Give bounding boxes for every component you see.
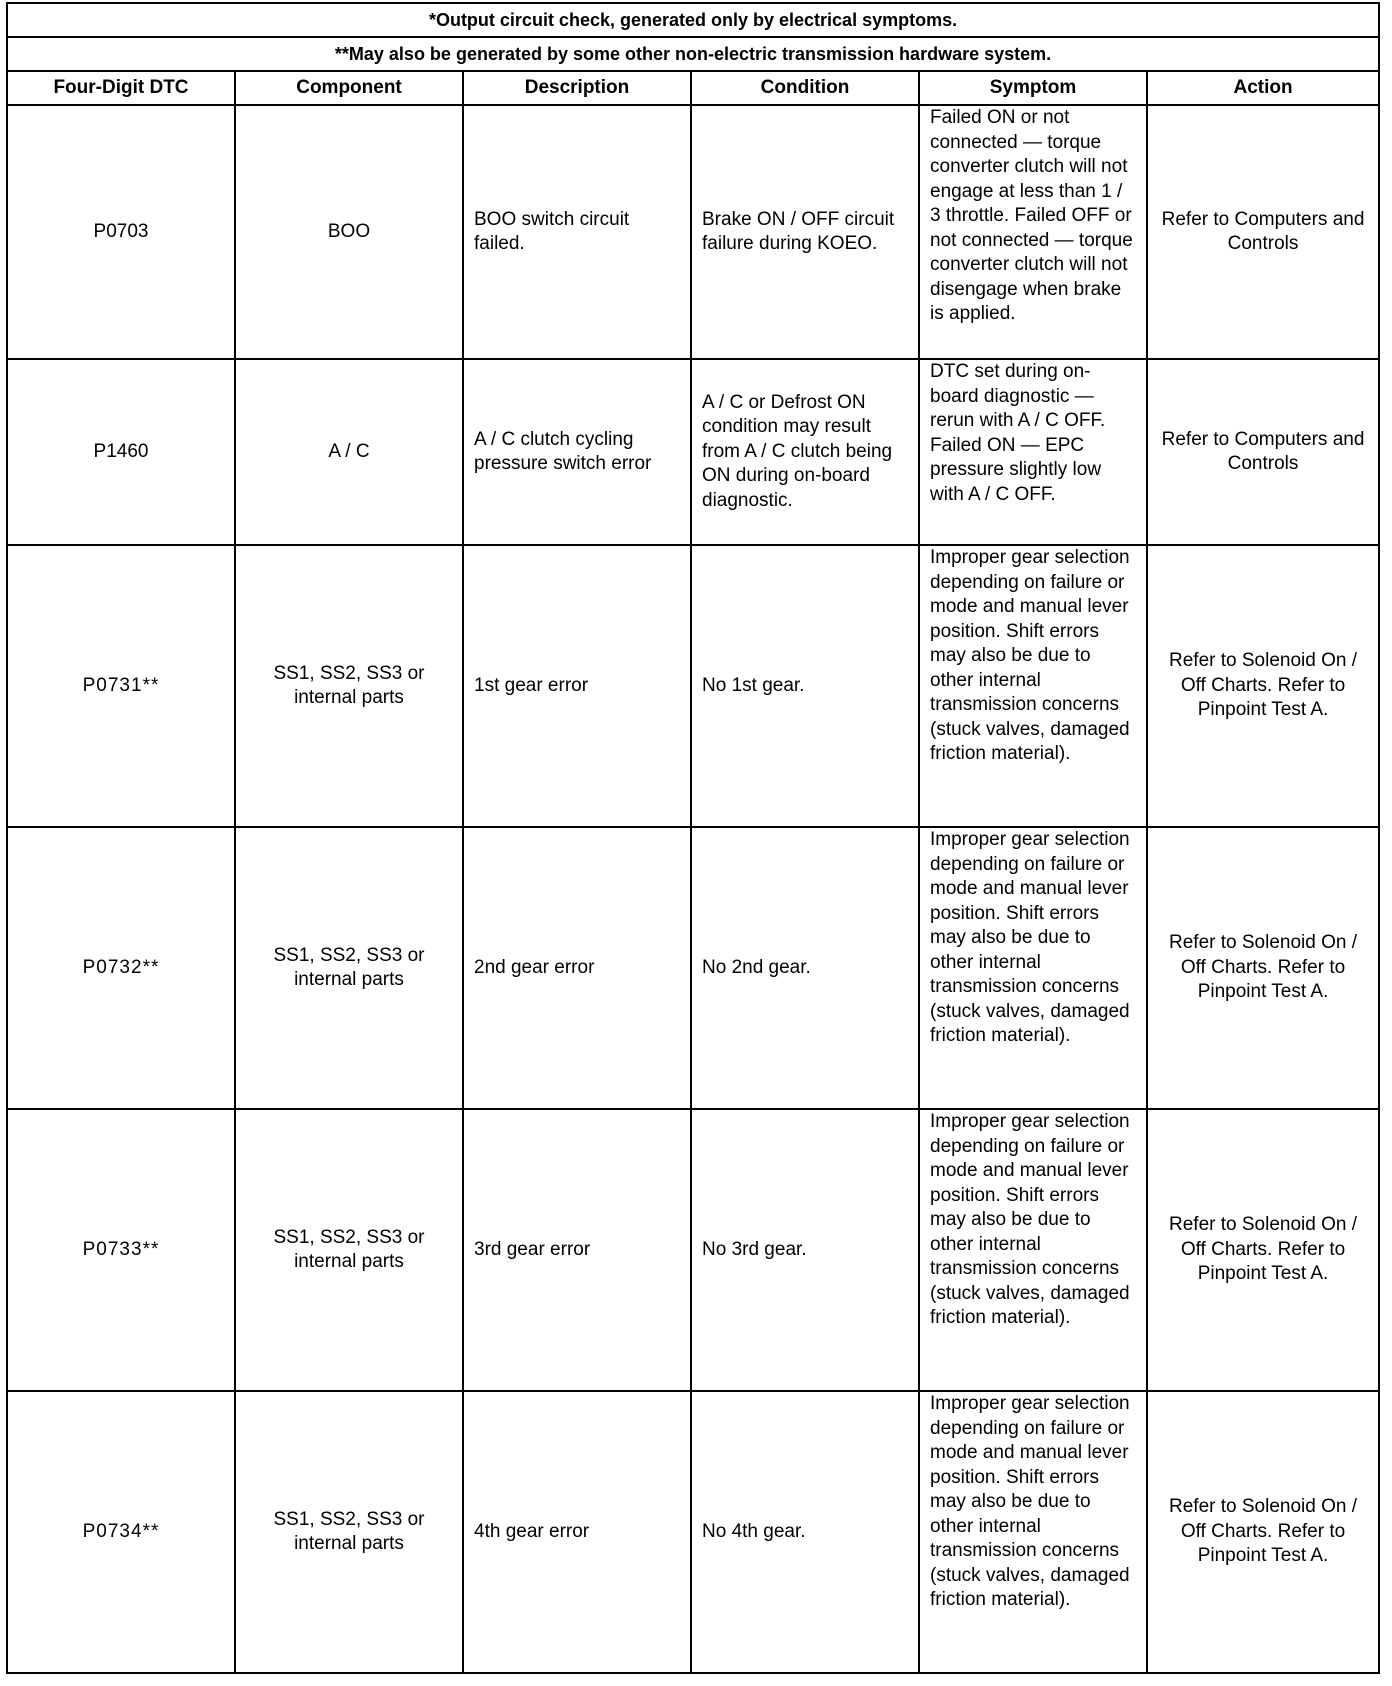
col-header-action: Action bbox=[1147, 71, 1379, 105]
condition: No 4th gear. bbox=[691, 1391, 919, 1673]
description: 3rd gear error bbox=[463, 1109, 691, 1391]
component: SS1, SS2, SS3 or internal parts bbox=[235, 1391, 463, 1673]
symptom: Improper gear selection depending on failure or mode and manual lever position. Shift errors may also be due to other internal transmission concerns (stuck valves, damaged friction material). bbox=[919, 545, 1147, 827]
condition: Brake ON / OFF circuit failure during KOEO. bbox=[691, 105, 919, 359]
action: Refer to Computers and Controls bbox=[1147, 105, 1379, 359]
col-header-symptom: Symptom bbox=[919, 71, 1147, 105]
description: 2nd gear error bbox=[463, 827, 691, 1109]
action: Refer to Solenoid On / Off Charts. Refer to Pinpoint Test A. bbox=[1147, 1109, 1379, 1391]
col-header-condition: Condition bbox=[691, 71, 919, 105]
component: SS1, SS2, SS3 or internal parts bbox=[235, 827, 463, 1109]
description: 4th gear error bbox=[463, 1391, 691, 1673]
component: SS1, SS2, SS3 or internal parts bbox=[235, 1109, 463, 1391]
description: BOO switch circuit failed. bbox=[463, 105, 691, 359]
col-header-dtc: Four-Digit DTC bbox=[7, 71, 235, 105]
footnote-non-electric: **May also be generated by some other non-electric transmission hardware system. bbox=[7, 37, 1379, 71]
action: Refer to Computers and Controls bbox=[1147, 359, 1379, 545]
table-row bbox=[7, 545, 1379, 827]
symptom: Improper gear selection depending on failure or mode and manual lever position. Shift errors may also be due to other internal transmission concerns (stuck valves, damaged friction material). bbox=[919, 827, 1147, 1109]
dtc-code: P0733** bbox=[7, 1109, 235, 1391]
action: Refer to Solenoid On / Off Charts. Refer to Pinpoint Test A. bbox=[1147, 827, 1379, 1109]
action: Refer to Solenoid On / Off Charts. Refer to Pinpoint Test A. bbox=[1147, 545, 1379, 827]
table-row bbox=[7, 827, 1379, 1109]
component: BOO bbox=[235, 105, 463, 359]
component: A / C bbox=[235, 359, 463, 545]
condition: A / C or Defrost ON condition may result from A / C clutch being ON during on-board diagnostic. bbox=[691, 359, 919, 545]
condition: No 2nd gear. bbox=[691, 827, 919, 1109]
condition: No 1st gear. bbox=[691, 545, 919, 827]
footnote-output-circuit: *Output circuit check, generated only by electrical symptoms. bbox=[7, 3, 1379, 37]
table-row bbox=[7, 105, 1379, 359]
table-row bbox=[7, 1391, 1379, 1673]
table-row bbox=[7, 359, 1379, 545]
table-row bbox=[7, 1109, 1379, 1391]
symptom: Failed ON or not connected — torque converter clutch will not engage at less than 1 / 3 throttle. Failed OFF or not connected — torque converter clutch will not disengage when brake is applied. bbox=[919, 105, 1147, 359]
action: Refer to Solenoid On / Off Charts. Refer to Pinpoint Test A. bbox=[1147, 1391, 1379, 1673]
component: SS1, SS2, SS3 or internal parts bbox=[235, 545, 463, 827]
symptom: Improper gear selection depending on failure or mode and manual lever position. Shift errors may also be due to other internal transmission concerns (stuck valves, damaged friction material). bbox=[919, 1391, 1147, 1673]
description: 1st gear error bbox=[463, 545, 691, 827]
dtc-code: P1460 bbox=[7, 359, 235, 545]
col-header-component: Component bbox=[235, 71, 463, 105]
dtc-code: P0734** bbox=[7, 1391, 235, 1673]
dtc-table bbox=[6, 2, 1380, 1674]
col-header-description: Description bbox=[463, 71, 691, 105]
description: A / C clutch cycling pressure switch error bbox=[463, 359, 691, 545]
dtc-code: P0732** bbox=[7, 827, 235, 1109]
header-row bbox=[7, 71, 1379, 105]
condition: No 3rd gear. bbox=[691, 1109, 919, 1391]
symptom: Improper gear selection depending on failure or mode and manual lever position. Shift errors may also be due to other internal transmission concerns (stuck valves, damaged friction material). bbox=[919, 1109, 1147, 1391]
dtc-code: P0703 bbox=[7, 105, 235, 359]
symptom: DTC set during on-board diagnostic — rerun with A / C OFF. Failed ON — EPC pressure slightly low with A / C OFF. bbox=[919, 359, 1147, 545]
dtc-code: P0731** bbox=[7, 545, 235, 827]
